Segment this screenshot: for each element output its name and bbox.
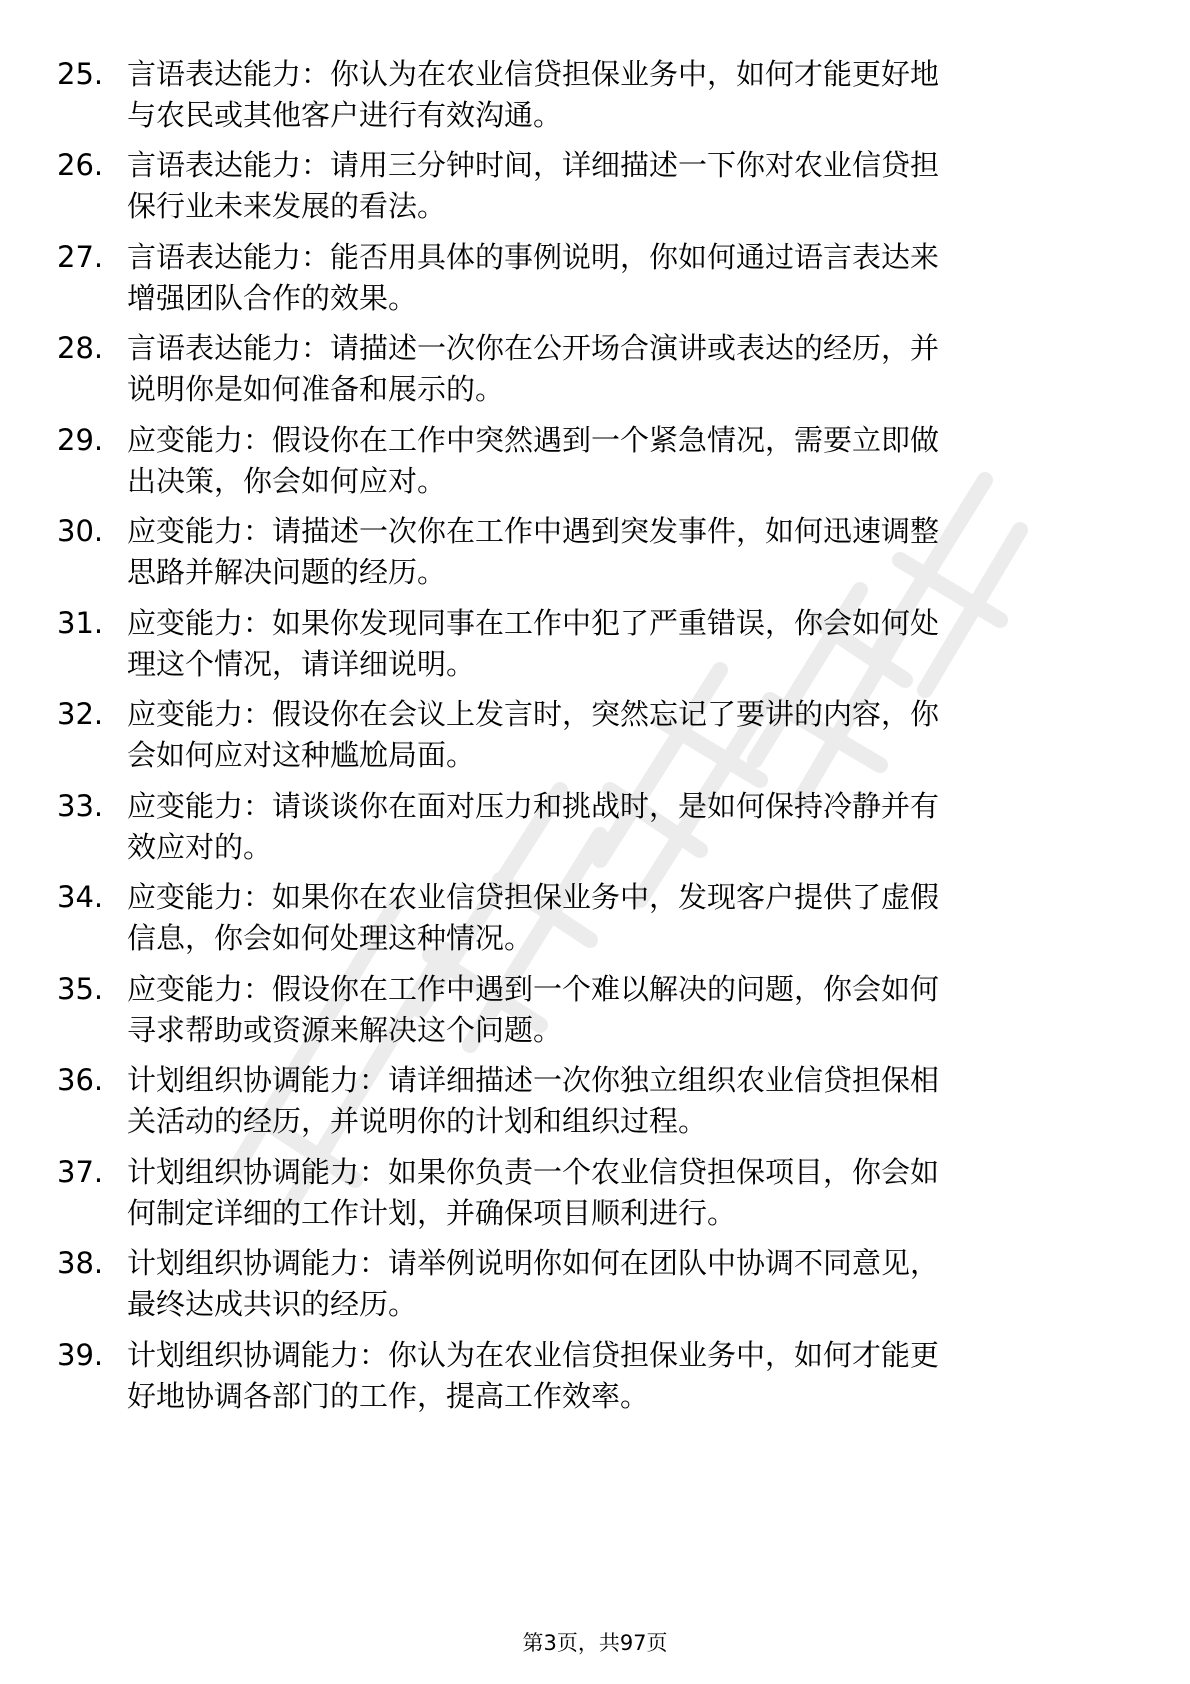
question-line: 应变能力：如果你发现同事在工作中犯了严重错误，你会如何处 [127, 606, 940, 640]
question-text [127, 1152, 1117, 1234]
question-line: 应变能力：假设你在会议上发言时，突然忘记了要讲的内容，你 [127, 697, 940, 731]
question-item [0, 511, 1190, 593]
question-text [127, 1335, 1117, 1417]
question-line: 效应对的。 [127, 830, 273, 864]
question-item [0, 1243, 1190, 1325]
question-number: 34. [57, 880, 104, 914]
question-text [127, 54, 1117, 136]
question-number: 27. [57, 240, 104, 274]
question-number: 31. [57, 606, 104, 640]
question-item [0, 1335, 1190, 1417]
question-item [0, 1060, 1190, 1142]
question-number: 38. [57, 1246, 104, 1280]
question-item [0, 786, 1190, 868]
question-number: 36. [57, 1063, 104, 1097]
question-line: 应变能力：假设你在工作中遇到一个难以解决的问题，你会如何 [127, 972, 940, 1006]
question-text [127, 145, 1117, 227]
question-item [0, 145, 1190, 227]
question-number: 35. [57, 972, 104, 1006]
question-line: 与农民或其他客户进行有效沟通。 [127, 98, 563, 132]
question-number: 25. [57, 57, 104, 91]
question-line: 最终达成共识的经历。 [127, 1287, 418, 1321]
question-number: 30. [57, 514, 104, 548]
question-line: 计划组织协调能力：你认为在农业信贷担保业务中，如何才能更 [127, 1338, 940, 1372]
question-item [0, 1152, 1190, 1234]
question-number: 26. [57, 148, 104, 182]
question-item [0, 54, 1190, 136]
question-item [0, 237, 1190, 319]
question-line: 说明你是如何准备和展示的。 [127, 372, 505, 406]
question-text [127, 603, 1117, 685]
question-line: 增强团队合作的效果。 [127, 281, 418, 315]
question-line: 应变能力：如果你在农业信贷担保业务中，发现客户提供了虚假 [127, 880, 940, 914]
question-item [0, 603, 1190, 685]
question-number: 37. [57, 1155, 104, 1189]
question-line: 计划组织协调能力：请详细描述一次你独立组织农业信贷担保相 [127, 1063, 940, 1097]
question-text [127, 1060, 1117, 1142]
question-line: 会如何应对这种尴尬局面。 [127, 738, 476, 772]
question-line: 言语表达能力：你认为在农业信贷担保业务中，如何才能更好地 [127, 57, 940, 91]
question-line: 言语表达能力：请描述一次你在公开场合演讲或表达的经历，并 [127, 331, 940, 365]
question-number: 32. [57, 697, 104, 731]
page-footer: 第3页，共97页 [522, 1631, 668, 1655]
question-line: 何制定详细的工作计划，并确保项目顺利进行。 [127, 1196, 737, 1230]
question-item [0, 420, 1190, 502]
question-text [127, 877, 1117, 959]
question-line: 出决策，你会如何应对。 [127, 464, 447, 498]
question-item [0, 877, 1190, 959]
question-number: 29. [57, 423, 104, 457]
question-text [127, 328, 1117, 410]
question-number: 33. [57, 789, 104, 823]
question-line: 关活动的经历，并说明你的计划和组织过程。 [127, 1104, 708, 1138]
question-number: 39. [57, 1338, 104, 1372]
question-item [0, 969, 1190, 1051]
question-text [127, 237, 1117, 319]
question-item [0, 694, 1190, 776]
question-text [127, 1243, 1117, 1325]
question-text [127, 969, 1117, 1051]
question-line: 应变能力：假设你在工作中突然遇到一个紧急情况，需要立即做 [127, 423, 940, 457]
question-line: 应变能力：请描述一次你在工作中遇到突发事件，如何迅速调整 [127, 514, 940, 548]
question-line: 寻求帮助或资源来解决这个问题。 [127, 1013, 563, 1047]
question-line: 计划组织协调能力：请举例说明你如何在团队中协调不同意见， [127, 1246, 940, 1280]
question-number: 28. [57, 331, 104, 365]
question-line: 信息，你会如何处理这种情况。 [127, 921, 534, 955]
question-line: 好地协调各部门的工作，提高工作效率。 [127, 1379, 650, 1413]
question-line: 应变能力：请谈谈你在面对压力和挑战时，是如何保持冷静并有 [127, 789, 940, 823]
question-line: 计划组织协调能力：如果你负责一个农业信贷担保项目，你会如 [127, 1155, 940, 1189]
question-item [0, 328, 1190, 410]
question-text [127, 786, 1117, 868]
question-text [127, 511, 1117, 593]
question-text [127, 420, 1117, 502]
question-line: 思路并解决问题的经历。 [127, 555, 447, 589]
question-line: 理这个情况，请详细说明。 [127, 647, 476, 681]
question-line: 言语表达能力：请用三分钟时间，详细描述一下你对农业信贷担 [127, 148, 940, 182]
question-line: 保行业未来发展的看法。 [127, 189, 447, 223]
question-line: 言语表达能力：能否用具体的事例说明，你如何通过语言表达来 [127, 240, 940, 274]
question-text [127, 694, 1117, 776]
